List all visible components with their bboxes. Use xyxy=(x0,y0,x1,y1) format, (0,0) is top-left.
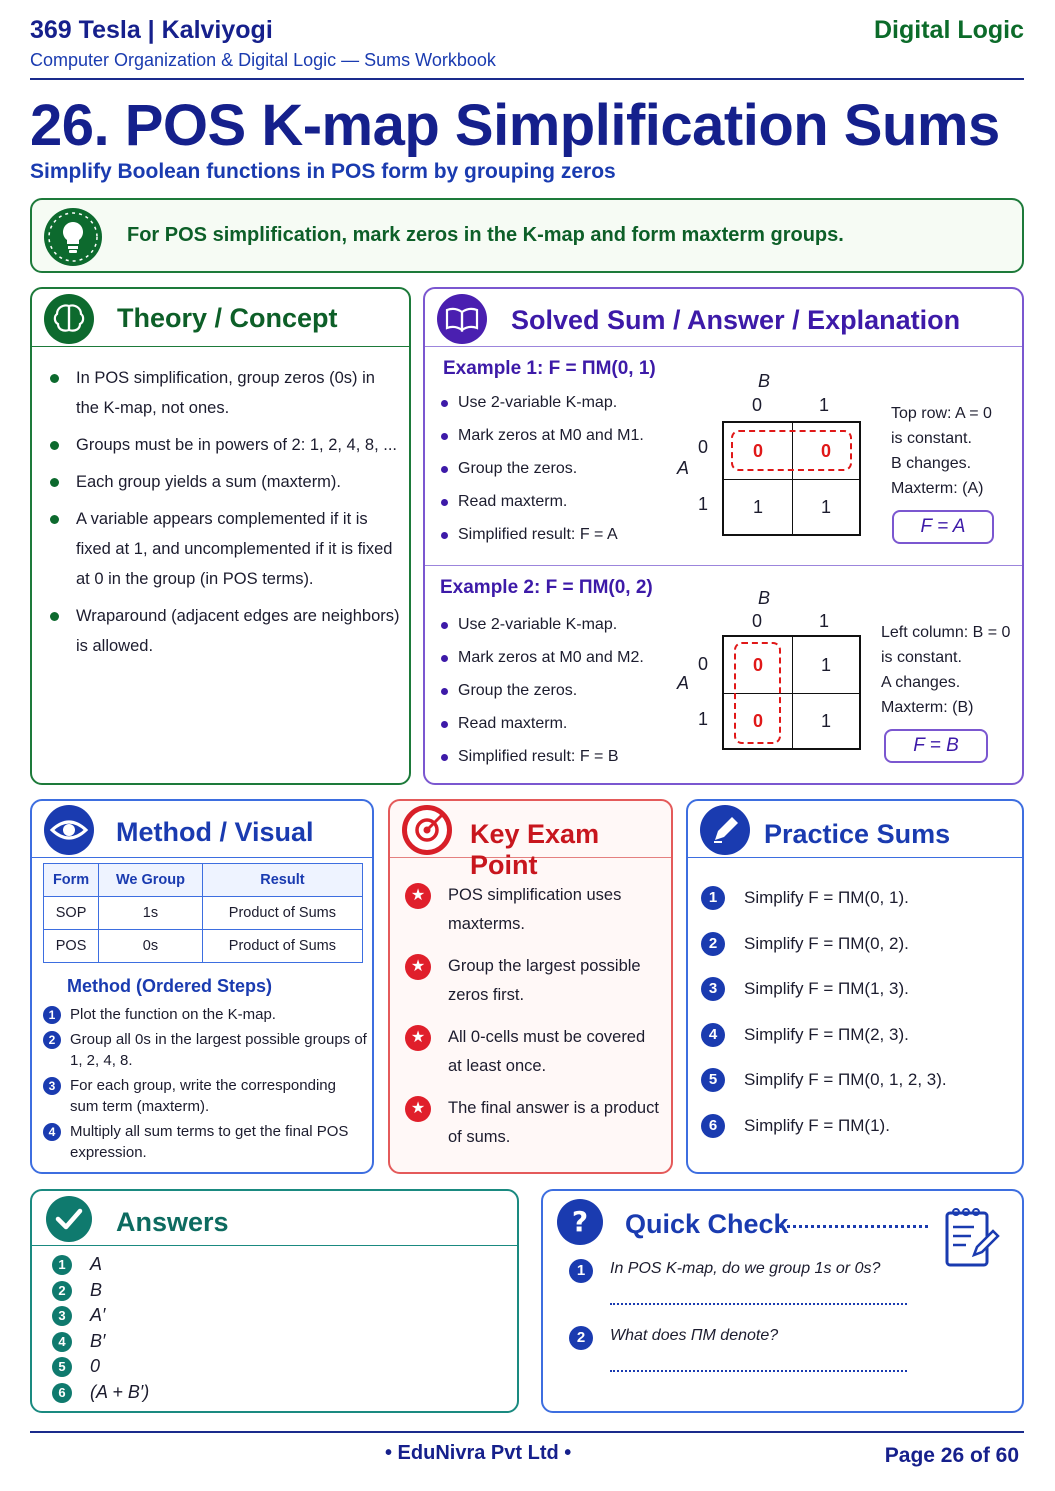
list-item: ★ Group the largest possible zeros first. xyxy=(402,952,662,1010)
kmap-cell: 1 xyxy=(820,711,831,731)
example-title: Example 2: F = ΠM(0, 2) xyxy=(440,577,653,598)
topic-label: Digital Logic xyxy=(874,16,1024,44)
tip-banner xyxy=(30,198,1024,273)
method-panel xyxy=(30,799,374,1174)
list-item: ★ The final answer is a product of sums. xyxy=(402,1094,662,1152)
theory-header xyxy=(32,289,409,347)
quick-check-title: Quick Check xyxy=(625,1209,789,1239)
notepad-icon xyxy=(944,1203,1000,1271)
star-icon: ★ xyxy=(405,1096,431,1122)
list-item: 3 Simplify F = ΠM(1, 3). xyxy=(701,974,947,1020)
brand-title: 369 Tesla | Kalviyogi xyxy=(30,16,273,44)
kmap-column-variable: B xyxy=(758,588,771,608)
method-header xyxy=(32,801,372,858)
target-icon xyxy=(402,805,452,855)
lightbulb-icon xyxy=(44,208,102,266)
list-item: Read maxterm. xyxy=(439,485,644,518)
kmap-column-variable: B xyxy=(758,371,771,391)
theory-panel xyxy=(30,287,411,785)
question-text: In POS K-map, do we group 1s or 0s? xyxy=(610,1260,881,1277)
eye-icon xyxy=(44,805,94,855)
table-header: Form xyxy=(44,864,99,897)
kmap-cell: 0 xyxy=(752,441,763,461)
practice-title: Practice Sums xyxy=(764,819,951,849)
kmap-grid xyxy=(722,421,861,536)
note-line: Left column: B = 0 xyxy=(881,624,1011,641)
kmap-cell: 1 xyxy=(820,655,831,675)
question-icon xyxy=(557,1199,603,1245)
answer-line[interactable] xyxy=(610,1370,907,1372)
list-item: A variable appears complemented if it is fixed at 1, and uncomplemented if it is fixed at 0 in the group (in POS terms). xyxy=(46,504,401,594)
list-item: 1 Simplify F = ΠM(0, 1). xyxy=(701,883,947,929)
table-cell: 0s xyxy=(99,930,203,963)
list-item: ★ All 0-cells must be covered at least once. xyxy=(402,1023,662,1081)
key-exam-title: Key Exam Point xyxy=(470,819,600,880)
kmap-column-label: 0 xyxy=(752,611,763,631)
quick-check-panel: ? Quick Check 1 In POS K-map, do we group 1s or 0s? 2 What does ΠM denote? xyxy=(541,1189,1024,1413)
key-exam-list xyxy=(402,881,662,1165)
example-2 xyxy=(425,567,1022,783)
practice-list xyxy=(701,883,947,1157)
kmap-row-label: 0 xyxy=(698,654,709,674)
table-row xyxy=(44,930,363,963)
kmap-row-label: 1 xyxy=(698,709,709,729)
list-item: Read maxterm. xyxy=(439,707,644,740)
brain-icon xyxy=(44,294,94,344)
svg-text:?: ? xyxy=(571,1205,589,1238)
key-exam-header xyxy=(390,801,671,880)
note-line: Maxterm: (A) xyxy=(891,480,984,497)
list-item: Simplified result: F = B xyxy=(439,740,644,773)
list-item: Wraparound (adjacent edges are neighbors) is allowed. xyxy=(46,601,401,661)
star-icon: ★ xyxy=(405,883,431,909)
solved-header xyxy=(425,289,1022,347)
example-title: Example 1: F = ΠM(0, 1) xyxy=(443,358,656,379)
note-line: B changes. xyxy=(891,455,972,472)
list-item: Each group yields a sum (maxterm). xyxy=(46,467,401,497)
method-title: Method / Visual xyxy=(116,817,314,847)
theory-title: Theory / Concept xyxy=(117,303,338,333)
kmap-cell: 0 xyxy=(752,655,763,675)
list-item: Groups must be in powers of 2: 1, 2, 4, 8, ... xyxy=(46,430,401,460)
list-item: 1 Plot the function on the K-map. xyxy=(43,1004,368,1025)
list-item: 2 Simplify F = ΠM(0, 2). xyxy=(701,929,947,975)
solved-title: Solved Sum / Answer / Explanation xyxy=(511,305,961,335)
footer-publisher: • EduNivra Pvt Ltd • xyxy=(385,1442,572,1464)
practice-panel xyxy=(686,799,1024,1174)
tip-text: For POS simplification, mark zeros in the K-map and form maxterm groups. xyxy=(127,224,844,246)
kmap-cell: 0 xyxy=(752,711,763,731)
table-cell: 1s xyxy=(99,897,203,930)
note-line: is constant. xyxy=(881,649,962,666)
page-subtitle: Simplify Boolean functions in POS form by grouping zeros xyxy=(30,160,616,183)
result-box: F = A xyxy=(892,510,994,544)
note-line: A changes. xyxy=(881,674,961,691)
answers-title: Answers xyxy=(116,1207,229,1237)
list-item: 4 B′ xyxy=(52,1329,149,1355)
table-cell: Product of Sums xyxy=(202,897,362,930)
kmap-grid xyxy=(722,635,861,750)
kmap-cell: 1 xyxy=(752,497,763,517)
list-item: Group the zeros. xyxy=(439,674,644,707)
list-item: Mark zeros at M0 and M1. xyxy=(439,419,644,452)
kmap-column-label: 1 xyxy=(819,611,830,631)
answers-header xyxy=(32,1191,517,1246)
example-steps xyxy=(439,386,644,551)
kmap-row-label: 0 xyxy=(698,437,709,457)
example-steps xyxy=(439,608,644,773)
list-item: Simplified result: F = A xyxy=(439,518,644,551)
list-item: 5 Simplify F = ΠM(0, 1, 2, 3). xyxy=(701,1065,947,1111)
title-dotted-line xyxy=(780,1225,928,1228)
example-note xyxy=(891,401,992,501)
question-text: What does ΠM denote? xyxy=(610,1327,779,1344)
example-1 xyxy=(425,349,1022,565)
note-line: Top row: A = 0 xyxy=(891,405,992,422)
list-item: 5 0 xyxy=(52,1354,149,1380)
check-icon xyxy=(46,1196,92,1242)
kmap-column-label: 1 xyxy=(819,395,830,415)
note-line: Maxterm: (B) xyxy=(881,699,974,716)
list-item: 1 A xyxy=(52,1252,149,1278)
result-box: F = B xyxy=(884,729,988,763)
example-note xyxy=(881,620,1010,720)
star-icon: ★ xyxy=(405,1025,431,1051)
answers-list xyxy=(52,1252,149,1406)
list-item: Use 2-variable K-map. xyxy=(439,386,644,419)
list-item: Use 2-variable K-map. xyxy=(439,608,644,641)
kmap-column-label: 0 xyxy=(752,395,763,415)
zero-group-outline xyxy=(731,430,852,471)
table-header: Result xyxy=(202,864,362,897)
kmap-row-label: 1 xyxy=(698,494,709,514)
list-item: 6 Simplify F = ΠM(1). xyxy=(701,1111,947,1157)
table-cell: Product of Sums xyxy=(202,930,362,963)
list-item: ★ POS simplification uses maxterms. xyxy=(402,881,662,939)
table-cell: SOP xyxy=(44,897,99,930)
pencil-icon xyxy=(700,805,750,855)
page-number: Page 26 of 60 xyxy=(884,1444,1019,1467)
footer-divider xyxy=(30,1431,1024,1433)
kmap-cell: 1 xyxy=(820,497,831,517)
zero-group-outline xyxy=(734,642,781,744)
list-item: 4 Multiply all sum terms to get the final POS expression. xyxy=(43,1121,368,1163)
list-item: 6 (A + B′) xyxy=(52,1380,149,1406)
book-icon xyxy=(437,294,487,344)
list-item: 2 Group all 0s in the largest possible groups of 1, 2, 4, 8. xyxy=(43,1029,368,1071)
answer-line[interactable] xyxy=(610,1303,907,1305)
kmap-cell: 0 xyxy=(820,441,831,461)
table-cell: POS xyxy=(44,930,99,963)
list-item: 4 Simplify F = ΠM(2, 3). xyxy=(701,1020,947,1066)
page-title: 26. POS K-map Simplification Sums xyxy=(30,93,1000,158)
method-steps-title: Method (Ordered Steps) xyxy=(67,976,273,996)
list-item: 2 B xyxy=(52,1278,149,1304)
kmap-row-variable: A xyxy=(677,673,690,693)
list-item: In POS simplification, group zeros (0s) in the K-map, not ones. xyxy=(46,363,401,423)
key-exam-panel xyxy=(388,799,673,1174)
answers-panel xyxy=(30,1189,519,1413)
solved-panel xyxy=(423,287,1024,785)
note-line: is constant. xyxy=(891,430,972,447)
list-item: 3 For each group, write the corresponding sum term (maxterm). xyxy=(43,1075,368,1117)
kmap-row-variable: A xyxy=(677,458,690,478)
method-steps xyxy=(43,1004,368,1167)
star-icon: ★ xyxy=(405,954,431,980)
example-divider xyxy=(425,565,1022,566)
page-header xyxy=(30,14,1024,80)
list-item: 3 A′ xyxy=(52,1303,149,1329)
table-row xyxy=(44,897,363,930)
method-table xyxy=(43,863,363,963)
practice-header xyxy=(688,801,1022,858)
theory-list xyxy=(46,363,401,668)
list-item: Group the zeros. xyxy=(439,452,644,485)
workbook-subtitle: Computer Organization & Digital Logic — Sums Workbook xyxy=(30,50,496,70)
table-header: We Group xyxy=(99,864,203,897)
list-item: Mark zeros at M0 and M2. xyxy=(439,641,644,674)
